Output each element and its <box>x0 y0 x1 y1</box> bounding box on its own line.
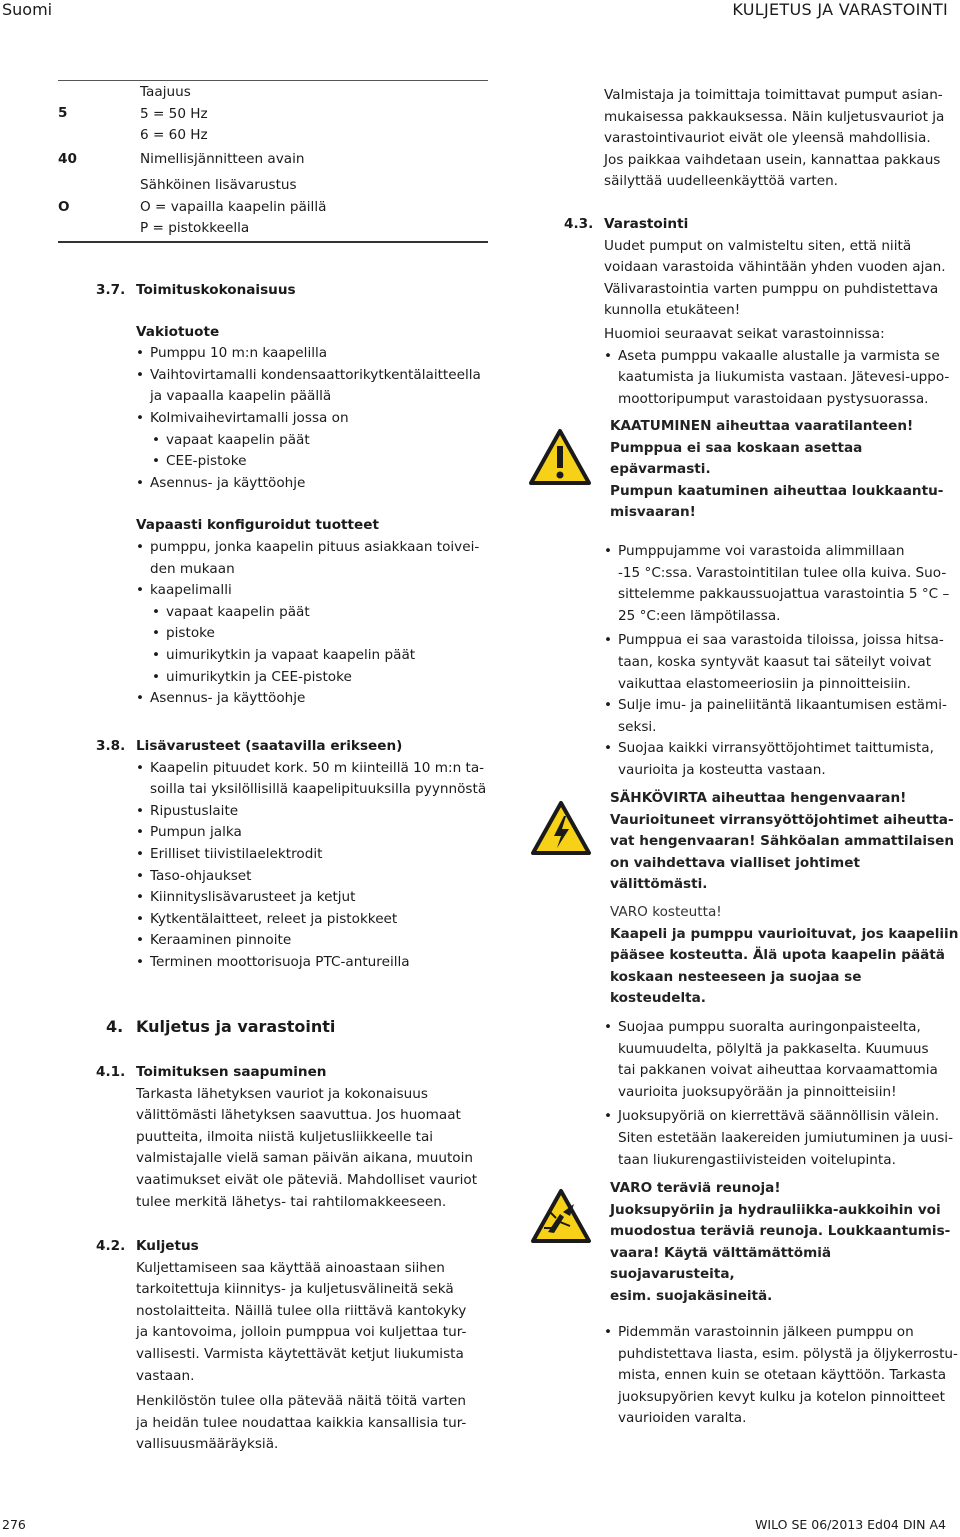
section-4-1 <box>96 1062 496 1213</box>
section-title: Toimituskokonaisuus <box>136 282 296 298</box>
section-title: Lisävarusteet (saatavilla erikseen) <box>136 738 403 754</box>
list-item: • Pumppujamme voi varastoida alimmillaan -15 °C:ssa. Varastointitilan tulee olla kuiva. Suo- sittelemme pakkaussuojattua varastointia 5 °C – 25 °C:een lämpötilassa. <box>604 541 960 627</box>
list-item: • Pumppua ei saa varastoida tiloissa, joissa hitsa- taan, koska syntyvät kaasut tai säteilyt voivat vaikuttaa elastomeeriosiin ja pinnoitteisiin. <box>604 630 960 695</box>
list-item: • vapaat kaapelin päät <box>136 602 496 624</box>
list-item: • Asennus- ja käyttöohje <box>136 473 496 495</box>
row-code: 40 <box>58 151 77 167</box>
list-item: • Kolmivaihevirtamalli jossa on <box>136 408 496 430</box>
section-3-8 <box>96 736 496 974</box>
list-item: • Terminen moottorisuoja PTC-antureilla <box>136 952 496 974</box>
subheading: Vakiotuote <box>136 323 220 340</box>
right-intro <box>564 85 960 193</box>
list-item: • Asennus- ja käyttöohje <box>136 688 496 710</box>
subheading: Vapaasti konfiguroidut tuotteet <box>136 517 379 534</box>
row-desc: Taajuus 5 = 50 Hz 6 = 60 Hz <box>140 84 208 144</box>
list-item: • Erilliset tiivistilaelektrodit <box>136 844 496 866</box>
header-section-title: KULJETUS JA VARASTOINTI <box>732 0 948 19</box>
list-item: • pumppu, jonka kaapelin pituus asiakkaan toivei- den mukaan <box>136 537 496 580</box>
list-item: • CEE-pistoke <box>136 451 496 473</box>
list-item: • Ripustuslaite <box>136 801 496 823</box>
table-bottom-rule <box>58 241 488 243</box>
list-item: • uimurikytkin ja CEE-pistoke <box>136 667 496 689</box>
table-row <box>58 82 488 147</box>
caution-sharp-edges: VARO teräviä reunoja! Juoksupyöriin ja hydrauliikka-aukkoihin voi muodostua teräviä reunoja. Loukkaantumis- vaara! Käytä välttämättömiä suojavarusteita, esim. suojakäsineitä. <box>610 1180 951 1304</box>
spec-table <box>58 82 488 239</box>
list-item: • Pumppu 10 m:n kaapelilla <box>136 343 496 365</box>
storage-list <box>604 541 960 782</box>
list-item: • Pumpun jalka <box>136 822 496 844</box>
list-item: • Vaihtovirtamalli kondensaattorikytkentälaitteella ja vapaalla kaapelin päällä <box>136 365 496 408</box>
section-number: 4.3. <box>564 216 594 232</box>
row-desc: Sähköinen lisävarustus O = vapailla kaapelin päillä P = pistokkeella <box>140 177 327 237</box>
list-item: • Keraaminen pinnoite <box>136 930 496 952</box>
general-warning-icon <box>528 428 592 486</box>
chapter-4 <box>96 1016 496 1038</box>
footer-document-id: WILO SE 06/2013 Ed04 DIN A4 <box>755 1517 946 1532</box>
table-row <box>58 173 488 239</box>
section-title: Varastointi <box>604 216 689 232</box>
storage-list-3 <box>604 1322 960 1430</box>
chapter-title: Kuljetus ja varastointi <box>136 1017 336 1036</box>
section-number: 3.7. <box>96 282 126 298</box>
paragraph: Uudet pumput on valmisteltu siten, että niitä voidaan varastoida vähintään yhden vuoden ajan. Välivarastointia varten pumppu on puhdistettava kunnolla etukäteen! Huomioi seuraavat seikat varastoinnissa: <box>604 237 946 342</box>
list-item: • pistoke <box>136 623 496 645</box>
chapter-number: 4. <box>106 1017 124 1036</box>
list-item: • Aseta pumppu vakaalle alustalle ja varmista se kaatumista ja liukumista vastaan. Jätevesi-uppo- moottoripumput varastoidaan pystysuorassa. <box>604 346 960 411</box>
list-item: • Kiinnityslisävarusteet ja ketjut <box>136 887 496 909</box>
section-number: 4.1. <box>96 1064 126 1080</box>
row-code: O <box>58 199 70 215</box>
section-title: Kuljetus <box>136 1238 199 1254</box>
paragraph: Valmistaja ja toimittaja toimittavat pumput asian- mukaisessa pakkauksessa. Näin kuljetusvauriot ja varastointivauriot eivät ole yleensä mahdollisia. Jos paikkaa vaihdetaan usein, kannattaa pakkaus säilyttää uudelleenkäyttöä varten. <box>604 87 945 190</box>
paragraph: Kuljettamiseen saa käyttää ainoastaan siihen tarkoitettuja kiinnitys- ja kuljetusvälineitä sekä nostolaitteita. Näillä tulee olla riittävä kantokyky ja kantovoima, jolloin pumppua voi kuljettaa tur- vallisesti. Varmista käytettävät ketjut liukumista vastaan. <box>136 1259 467 1384</box>
list-item: • uimurikytkin ja vapaat kaapelin päät <box>136 645 496 667</box>
paragraph: Tarkasta lähetyksen vauriot ja kokonaisuus välittömästi lähetyksen saavuttua. Jos huomaat puutteita, ilmoita niistä kuljetusliikkeelle tai valmistajalle vielä saman päivän aikana, muutoin vaatimukset eivät ole päteviä. Mahdolliset vauriot tulee merkitä lähetys- tai rahtilomakkeeseen. <box>136 1085 478 1210</box>
row-code: 5 <box>58 105 68 121</box>
section-4-2 <box>96 1236 496 1456</box>
list-item: • Suojaa kaikki virransyöttöjohtimet taittumista, vaurioita ja kosteutta vastaan. <box>604 738 960 781</box>
warning-tipping: KAATUMINEN aiheuttaa vaaratilanteen! Pumppua ei saa koskaan asettaa epävarmasti. Pumpun kaatuminen aiheuttaa loukkaantu- misvaaran! <box>610 418 944 521</box>
list-item: • Juoksupyöriä on kierrettävä säännöllisin välein. Siten estetään laakereiden jumiutuminen ja uusi- taan liukurengastiivisteiden voitelupinta. <box>604 1106 960 1171</box>
warning-electric: SÄHKÖVIRTA aiheuttaa hengenvaaran! Vaurioituneet virransyöttöjohtimet aiheutta- vat hengenvaaran! Sähköalan ammattilaisen on vaihdettava vialliset johtimet välittömästi. <box>610 790 955 893</box>
electric-hazard-icon <box>530 800 592 856</box>
section-number: 4.2. <box>96 1238 126 1254</box>
list-item: • vapaat kaapelin päät <box>136 430 496 452</box>
table-top-rule <box>58 80 488 81</box>
row-desc: Nimellisjännitteen avain <box>140 151 305 167</box>
table-row <box>58 147 488 173</box>
storage-list-2 <box>604 1017 960 1171</box>
list-item: • Kytkentälaitteet, releet ja pistokkeet <box>136 909 496 931</box>
page-number: 276 <box>2 1517 26 1532</box>
list-item: • Taso-ohjaukset <box>136 866 496 888</box>
list-item: • kaapelimalli <box>136 580 496 602</box>
section-title: Toimituksen saapuminen <box>136 1064 327 1080</box>
cut-hazard-icon <box>530 1188 592 1244</box>
section-3-7 <box>96 280 496 710</box>
section-4-3 <box>564 214 960 410</box>
list-item: • Suojaa pumppu suoralta auringonpaisteelta, kuumuudelta, pölyltä ja pakkaselta. Kuumuus tai pakkanen voivat aiheuttaa korvaamattomia vaurioita juoksupyörään ja pinnoitteisiin! <box>604 1017 960 1103</box>
header-language: Suomi <box>2 0 53 19</box>
paragraph: Henkilöstön tulee olla pätevää näitä töitä varten ja heidän tulee noudattaa kaikkia kansallisia tur- vallisuusmääräyksiä. <box>136 1393 467 1453</box>
list-item: • Pidemmän varastoinnin jälkeen pumppu on puhdistettava liasta, esim. pölystä ja öljykerrostu- mista, ennen kuin se otetaan käyttöön. Tarkasta juoksupyörien kevyt kulku ja kotelon pinnoitteet vaurioiden varalta. <box>604 1322 960 1430</box>
list-item: • Kaapelin pituudet kork. 50 m kiinteillä 10 m:n ta- soilla tai yksilöllisillä kaapelipituuksilla pyynnöstä <box>136 758 496 801</box>
caution-moisture: VARO kosteutta! Kaapeli ja pumppu vaurioituvat, jos kaapeliin pääsee kosteutta. Älä upota kaapelin päätä koskaan nesteeseen ja suojaa se kosteudelta. <box>610 904 959 1007</box>
section-number: 3.8. <box>96 738 126 754</box>
list-item: • Sulje imu- ja paineliitäntä likaantumisen estämi- seksi. <box>604 695 960 738</box>
